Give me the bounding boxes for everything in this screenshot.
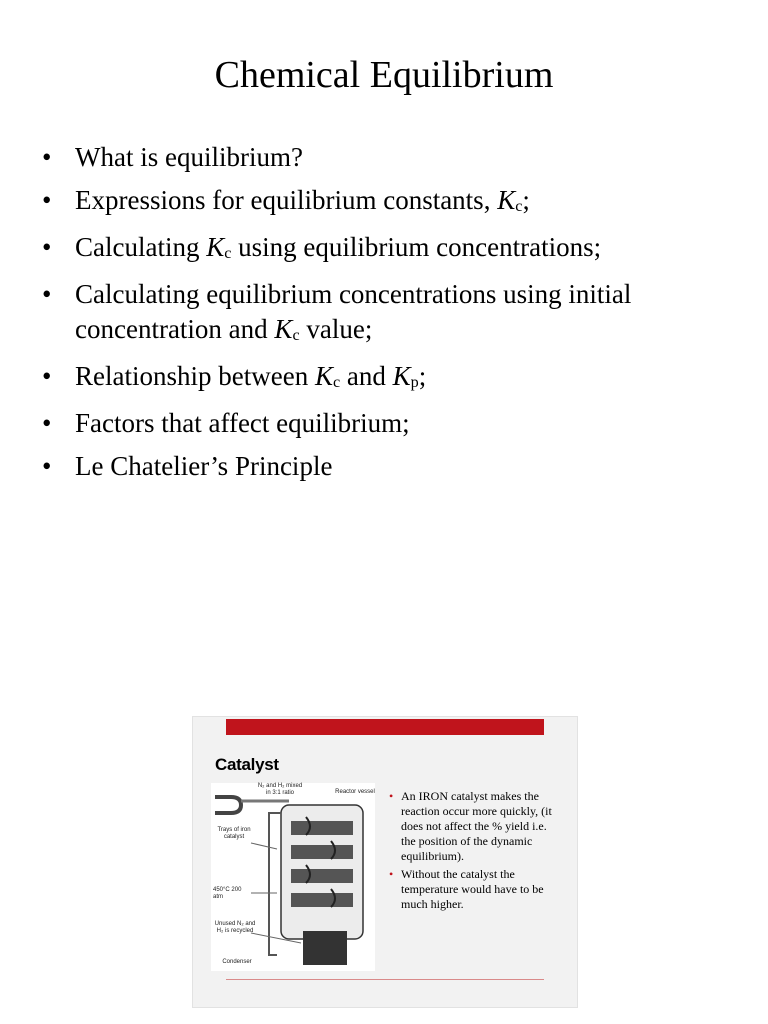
embedded-slide-image xyxy=(192,716,578,1008)
slide-title: Chemical Equilibrium xyxy=(214,54,554,96)
diagram-label-condenser: Condenser xyxy=(222,959,252,965)
diagram-label-conditions: 450°C 200 atm xyxy=(213,887,242,900)
bullet-dot-icon: • xyxy=(42,232,52,262)
embedded-slide-title: Catalyst xyxy=(215,755,279,774)
bullet-dot-icon: • xyxy=(42,451,52,481)
bullet-item: • Relationship between $K_c$ and $K_p$; xyxy=(42,359,722,398)
bullet-item: • Expressions for equilibrium constants, $K_c$; xyxy=(42,183,722,222)
diagram-label-recycle: Unused N₂ and H₂ is recycled xyxy=(214,921,256,934)
bullet-item: • Calculating equilibrium concentrations using initial concentration and $K_c$ value; xyxy=(42,279,632,344)
diagram-label-feed: N₂ and H₂ mixed in 3:1 ratio xyxy=(257,783,303,796)
bullet-item: • Calculating $K_c$ using equilibrium concentrations; xyxy=(42,230,722,269)
diagram-label-vessel: Reactor vessel xyxy=(335,789,375,795)
bullet-dot-icon: • xyxy=(389,789,394,803)
bullet-dot-icon: • xyxy=(389,867,394,881)
embedded-red-header-bar xyxy=(226,719,544,735)
bullet-item: • What is equilibrium? xyxy=(42,140,722,175)
bullet-dot-icon: • xyxy=(42,408,52,438)
bullet-dot-icon: • xyxy=(42,279,52,309)
embedded-bullet-list xyxy=(389,789,559,915)
bullet-item: • Le Chatelier’s Principle xyxy=(42,449,722,484)
bullet-dot-icon: • xyxy=(42,142,52,172)
embedded-bullet-item: • Without the catalyst the temperature would have to be much higher. xyxy=(389,867,544,911)
bullet-list xyxy=(42,140,722,492)
embedded-footer-line xyxy=(226,979,544,980)
haber-process-diagram xyxy=(211,783,375,971)
diagram-label-catalyst: Trays of iron catalyst xyxy=(217,827,251,840)
bullet-item: • Factors that affect equilibrium; xyxy=(42,406,722,441)
bullet-dot-icon: • xyxy=(42,361,52,391)
embedded-bullet-item: • An IRON catalyst makes the reaction occur more quickly, (it does not affect the % yield i.e. the position of the dynamic equilibrium). xyxy=(389,789,552,863)
bullet-dot-icon: • xyxy=(42,185,52,215)
